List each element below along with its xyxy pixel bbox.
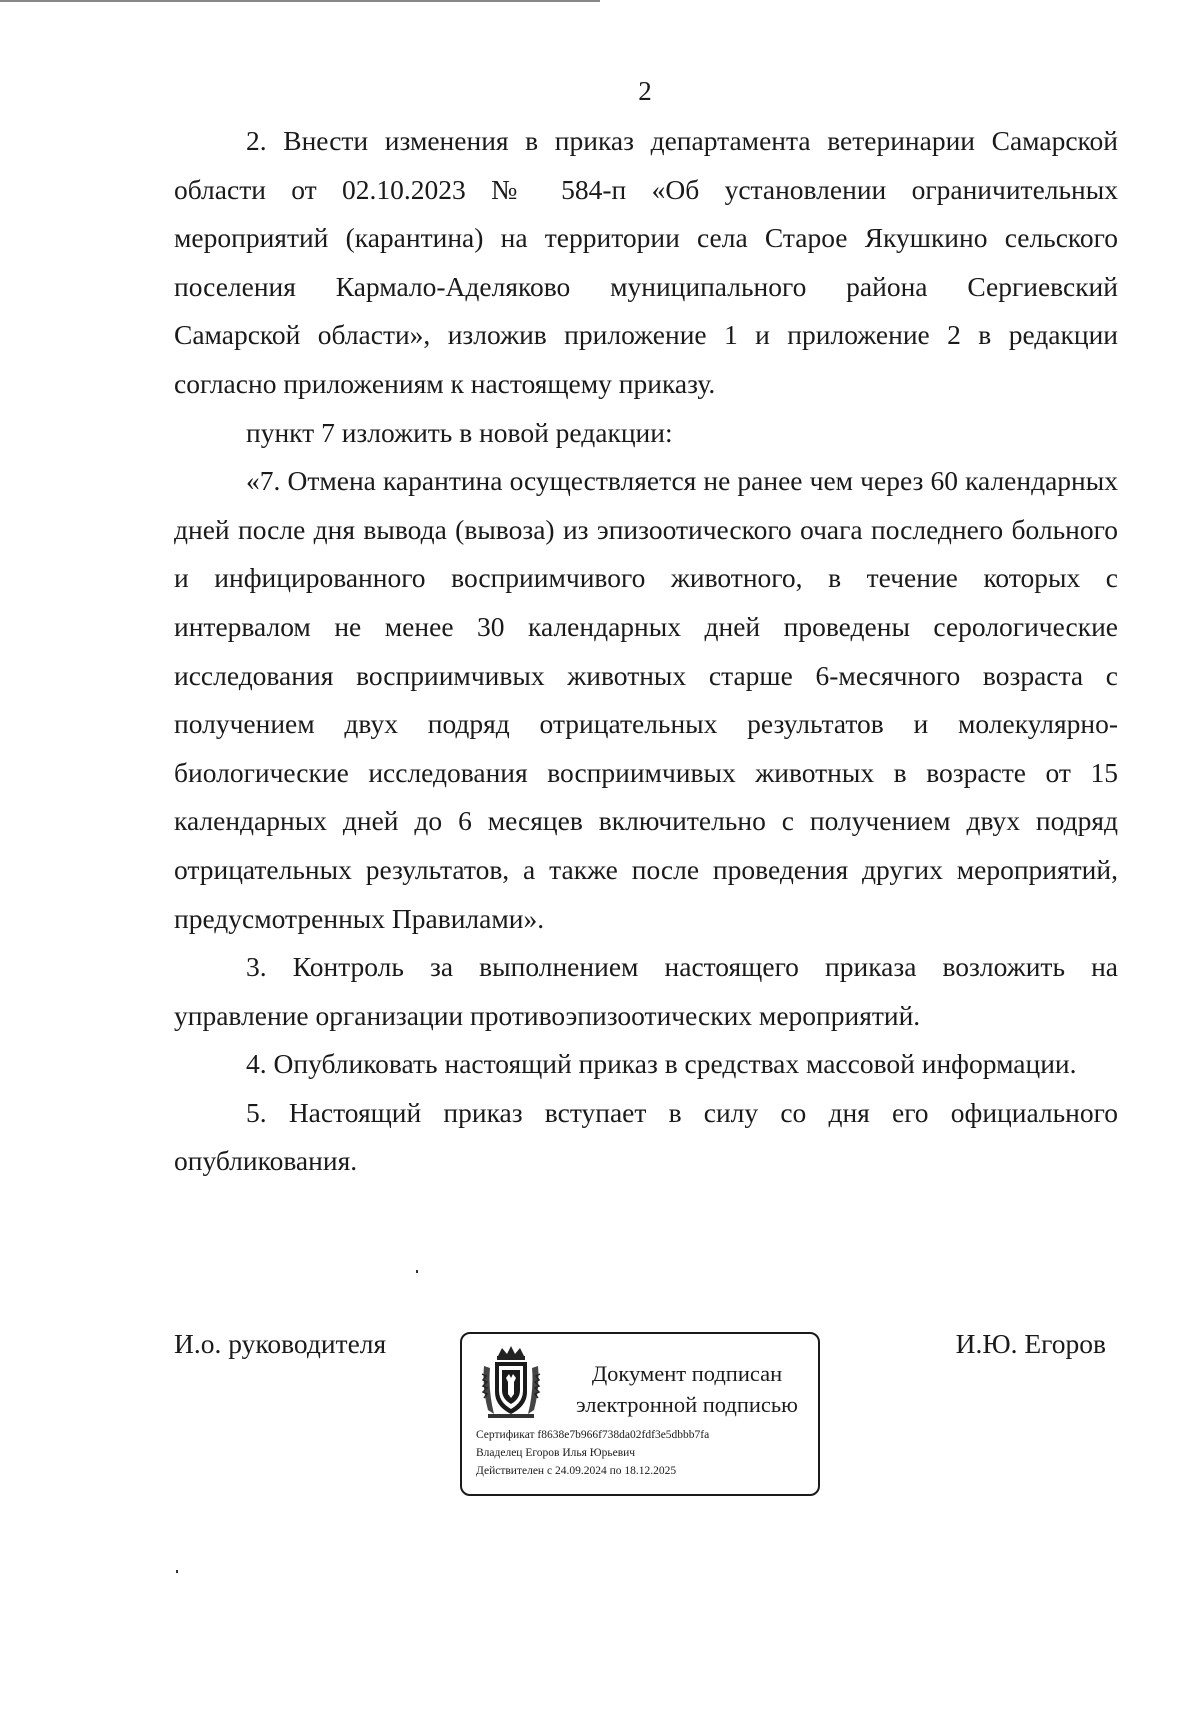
paragraph-2-amendment: 2. Внести изменения в приказ департамента ветеринарии Самарской области от 02.10.2023 № 584-п «Об установлении ограничительных мероприятий (карантина) на территории села Старое Якушкино сельского поселения Кармало-Аделяково муниципального района Сергиевский Самарской области», изложив приложение 1 и приложение 2 в редакции согласно приложениям к настоящему приказу.: [174, 125, 1118, 399]
paragraph-4-publish: 4. Опубликовать настоящий приказ в средствах массовой информации.: [246, 1048, 1077, 1080]
scan-speck: [416, 1270, 418, 1273]
scan-top-edge: [0, 0, 600, 2]
scan-speck: [176, 1570, 178, 1573]
signatory-name: И.Ю. Егоров: [955, 1328, 1106, 1359]
signatory-position: И.о. руководителя: [174, 1328, 387, 1359]
paragraph-5-effective: 5. Настоящий приказ вступает в силу со дня его официального опубликования.: [174, 1096, 1118, 1177]
stamp-owner: Владелец Егоров Илья Юрьевич: [476, 1447, 636, 1459]
stamp-title-line-1: Документ подписан: [591, 1361, 783, 1386]
stamp-certificate: Сертификат f8638e7b966f738da02fdf3e5dbbb7fa: [476, 1429, 710, 1441]
paragraph-3-control: 3. Контроль за выполнением настоящего приказа возложить на управление организации противоэпизоотических мероприятий.: [174, 951, 1118, 1031]
stamp-details: [476, 1426, 709, 1480]
document-body: [174, 117, 1118, 1186]
stamp-validity: Действителен с 24.09.2024 по 18.12.2025: [476, 1465, 677, 1477]
coat-of-arms-icon: [480, 1344, 542, 1420]
paragraph-clause-7-text: «7. Отмена карантина осуществляется не ранее чем через 60 календарных дней после дня вывода (вывоза) из эпизоотического очага последнего больного и инфицированного восприимчивого животного, в течение которых с интервалом не менее 30 календарных дней проведены серологические исследования восприимчивых животных старше 6-месячного возраста с получением двух подряд отрицательных результатов и молекулярно-биологические исследования восприимчивых животных в возрасте от 15 календарных дней до 6 месяцев включительно с получением двух подряд отрицательных результатов, а также после проведения других мероприятий, предусмотренных Правилами».: [174, 465, 1118, 934]
stamp-title: [562, 1358, 812, 1420]
stamp-title-line-2: электронной подписью: [576, 1392, 798, 1417]
page-number: 2: [638, 76, 652, 106]
electronic-signature-stamp: [460, 1332, 820, 1496]
paragraph-clause-7-intro: пункт 7 изложить в новой редакции:: [246, 416, 673, 448]
